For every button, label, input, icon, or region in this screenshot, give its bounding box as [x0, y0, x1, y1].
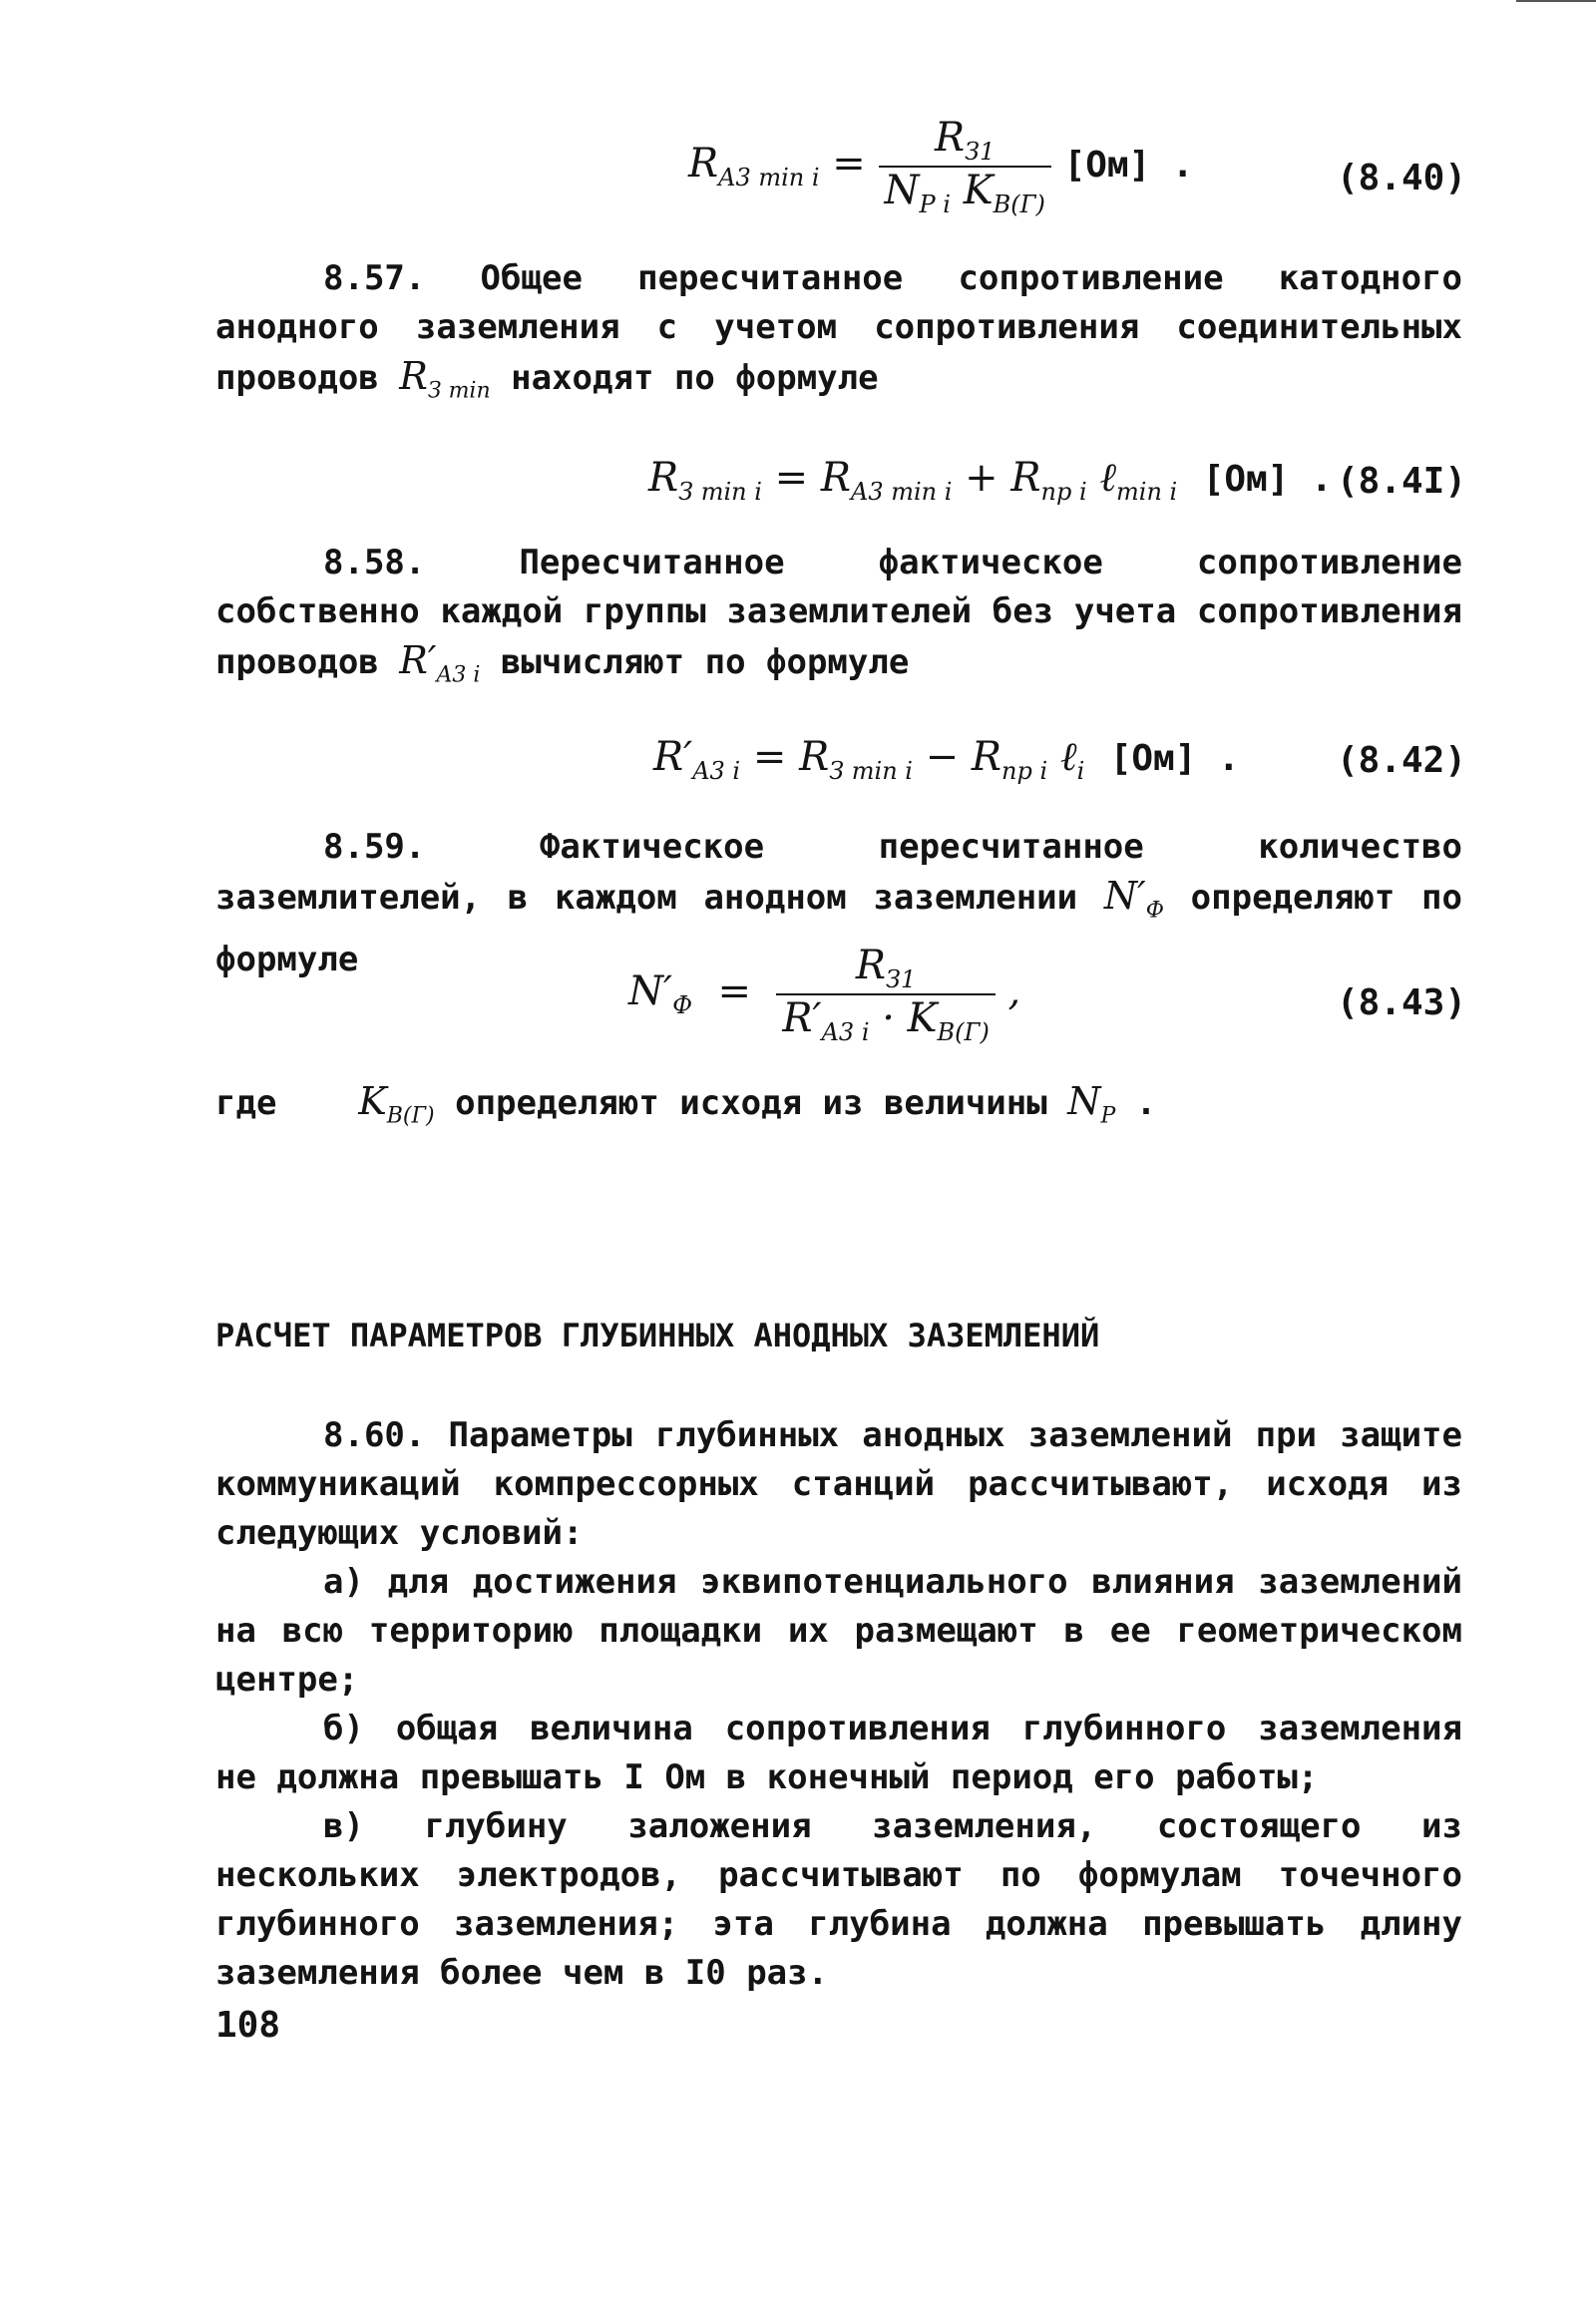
eq-subscript: A3 min i	[850, 478, 953, 506]
list-item-b: б) общая величина сопротивления глубинного заземления не должна превышать I Ом в конечный период его работы;	[215, 1709, 1462, 1797]
eq-subscript: A3 i	[692, 757, 741, 785]
eq-subscript: З min i	[829, 757, 913, 785]
equation-8-40: $R_{A3 min i}$ = $\frac{R_{З1}}{N_{P i} K_{B(Г)}}$ [Ом] .	[688, 115, 1194, 218]
eq-symbol: R	[971, 734, 1002, 780]
eq-symbol: N	[884, 168, 920, 213]
eq-symbol: ℓ	[1099, 455, 1117, 501]
inline-symbol: $R_{З min}$	[399, 354, 491, 404]
inline-symbol: $K_{B(Г)}$	[358, 1079, 435, 1129]
eq-symbol: R′	[653, 734, 693, 780]
eq-subscript: З1	[886, 965, 917, 993]
paragraph-text: определяют исходя из величины	[455, 1083, 1047, 1123]
eq-subscript: З min i	[678, 478, 762, 506]
eq-symbol: ℓ	[1059, 734, 1077, 780]
eq-subscript: A3 i	[821, 1018, 870, 1046]
inline-symbol: $N'_Ф$	[1103, 874, 1164, 924]
eq-subscript: З1	[965, 138, 996, 166]
equation-8-42: $R'_{A3 i} = R_{З min i} - R_{пр i}$ ℓ$_i$ [Ом] .	[653, 734, 1240, 785]
list-item-a: а) для достижения эквипотенциального влияния заземлений на всю территорию площадки их размещают в ее геометрическом центре;	[215, 1562, 1462, 1700]
unit-ohm: [Ом] .	[1202, 459, 1333, 500]
inline-symbol: $N_P$	[1067, 1079, 1116, 1129]
eq-subscript: пр i	[1001, 757, 1048, 785]
eq-symbol: R	[820, 455, 851, 501]
paragraph-text: 8.57. Общее пересчитанное сопротивление катодного анодного заземления с учетом сопротивления соединительных проводов	[215, 258, 1462, 398]
scan-edge-line	[1516, 0, 1596, 2]
paragraph-text: определяют по формуле	[215, 878, 1462, 979]
paragraph-text: 8.58. Пересчитанное фактическое сопротивление собственно каждой группы заземлителей без учета сопротивления проводов	[215, 543, 1462, 682]
paragraph-8-58	[215, 539, 1462, 700]
equation-8-41: $R_{З min i} = R_{A3 min i} + R_{пр i}$ ℓ$_{min i}$ [Ом] .	[648, 455, 1333, 506]
paragraph-text: 8.59. Фактическое пересчитанное количество заземлителей, в каждом анодном заземлении	[215, 827, 1462, 918]
section-heading: РАСЧЕТ ПАРАМЕТРОВ ГЛУБИННЫХ АНОДНЫХ ЗАЗЕМЛЕНИЙ	[215, 1317, 1100, 1354]
eq-subscript: i	[1076, 757, 1085, 785]
eq-symbol: N′	[628, 968, 673, 1014]
eq-symbol: R	[1010, 455, 1041, 501]
paragraph-8-60: 8.60. Параметры глубинных анодных заземлений при защите коммуникаций компрессорных станций рассчитывают, исходя из следующих условий:	[215, 1415, 1462, 1553]
eq-subscript: P i	[919, 191, 951, 218]
equation-8-43: $N'_Ф$ = $\frac{R_{З1}}{R'_{A3 i} \cdot K_{B(Г)}}$ ,	[628, 943, 1021, 1046]
equation-number: (8.4I)	[1336, 461, 1466, 502]
paragraph-8-57	[215, 254, 1462, 416]
eq-symbol: R	[799, 734, 830, 780]
equation-number: (8.43)	[1336, 982, 1466, 1023]
eq-subscript: A3 min i	[718, 164, 820, 192]
eq-symbol: K	[963, 168, 994, 213]
eq-subscript: B(Г)	[937, 1018, 990, 1046]
eq-symbol: R	[855, 943, 887, 988]
page-number: 108	[215, 2005, 281, 2046]
paragraph-text: где	[215, 1083, 277, 1123]
unit-ohm: [Ом] .	[1063, 145, 1194, 186]
list-item-c: в) глубину заложения заземления, состоящего из нескольких электродов, рассчитывают по формулам точечного глубинного заземления; эта глубина должна превышать длину заземления более чем в I0 раз.	[215, 1806, 1462, 1993]
paragraph-text: находят по формуле	[511, 358, 879, 398]
eq-symbol: R	[935, 115, 966, 161]
eq-subscript: B(Г)	[993, 191, 1045, 218]
paragraph-text: вычисляют по формуле	[500, 642, 910, 682]
equation-number: (8.40)	[1336, 158, 1466, 198]
inline-symbol: $R'_{A3 i}$	[399, 638, 481, 688]
eq-symbol: R	[648, 455, 679, 501]
where-line	[215, 1077, 1462, 1141]
fraction: $\frac{R_{З1}}{R'_{A3 i} \cdot K_{B(Г)}}$	[776, 943, 995, 1046]
unit-ohm: [Ом] .	[1109, 738, 1240, 779]
eq-symbol: R′	[782, 995, 822, 1041]
eq-punctuation: ,	[1007, 968, 1021, 1014]
eq-symbol: R	[688, 141, 719, 187]
equation-number: (8.42)	[1336, 740, 1466, 781]
eq-subscript: пр i	[1040, 478, 1087, 506]
eq-symbol: K	[907, 995, 938, 1041]
eq-subscript: min i	[1116, 478, 1178, 506]
eq-subscript: Ф	[672, 991, 693, 1019]
paragraph-text: .	[1135, 1083, 1157, 1123]
fraction	[879, 115, 1051, 218]
